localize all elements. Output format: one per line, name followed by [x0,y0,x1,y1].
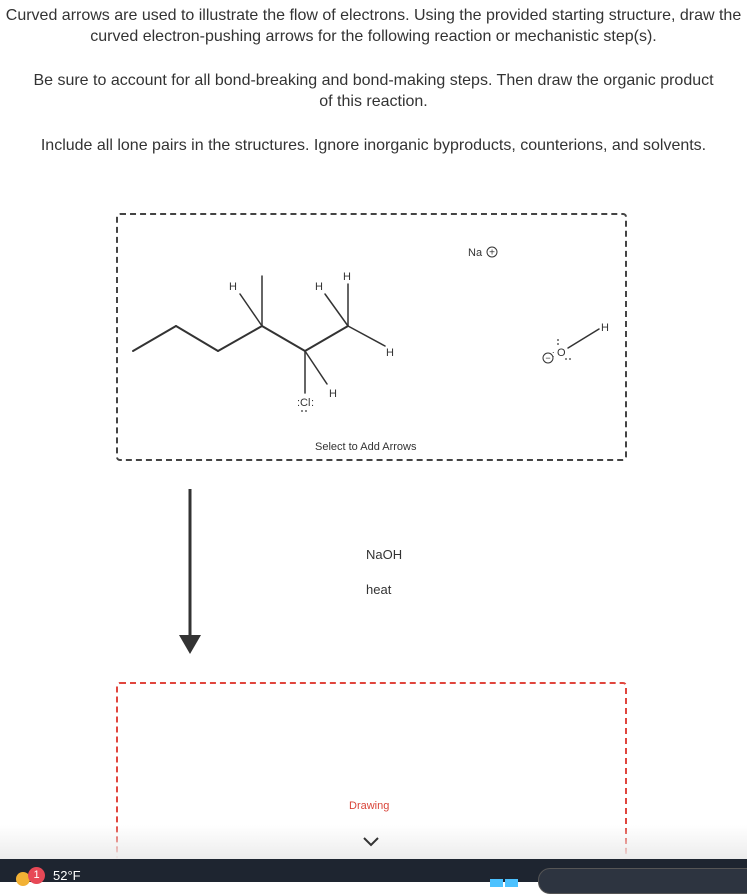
atom-o[interactable]: O [557,347,566,359]
instruction-line-3: Include all lone pairs in the structures. Ignore inorganic byproducts, counterions, and solvents. [40,137,707,154]
oxygen-lone-pair: : [552,349,555,359]
condition-label: heat [366,582,392,597]
atom-cl[interactable]: Cl [300,397,311,409]
atom-h[interactable]: H [315,281,323,293]
instruction-line-1: Curved arrows are used to illustrate the flow of electrons. Using the provided starting structure, draw the curved electron-pushing arrows for the following reaction or mechanistic step(s). [5,7,742,45]
chevron-down-icon[interactable] [362,836,380,848]
atom-h[interactable]: H [229,281,237,293]
atom-h[interactable]: H [329,388,337,400]
minus-charge: − [545,353,551,363]
chlorine-lone-pair: : [311,397,315,409]
temperature-readout[interactable]: 52°F [53,868,81,883]
taskbar-search[interactable] [538,868,747,894]
atom-h[interactable]: H [386,347,394,359]
drawing-label[interactable]: Drawing [349,800,390,812]
chlorine-lone-pair: : [297,397,301,409]
select-to-add-arrows[interactable]: Select to Add Arrows [315,441,417,453]
windows-start-icon[interactable] [490,874,520,882]
atom-h[interactable]: H [343,271,351,283]
notification-badge: 1 [28,867,45,884]
instruction-line-2: Be sure to account for all bond-breaking and bond-making steps. Then draw the organic product of this reaction. [33,72,714,110]
atom-na[interactable]: Na [468,247,483,259]
atom-h[interactable]: H [601,322,609,334]
reagent-label: NaOH [366,547,403,562]
plus-charge: + [489,247,495,259]
